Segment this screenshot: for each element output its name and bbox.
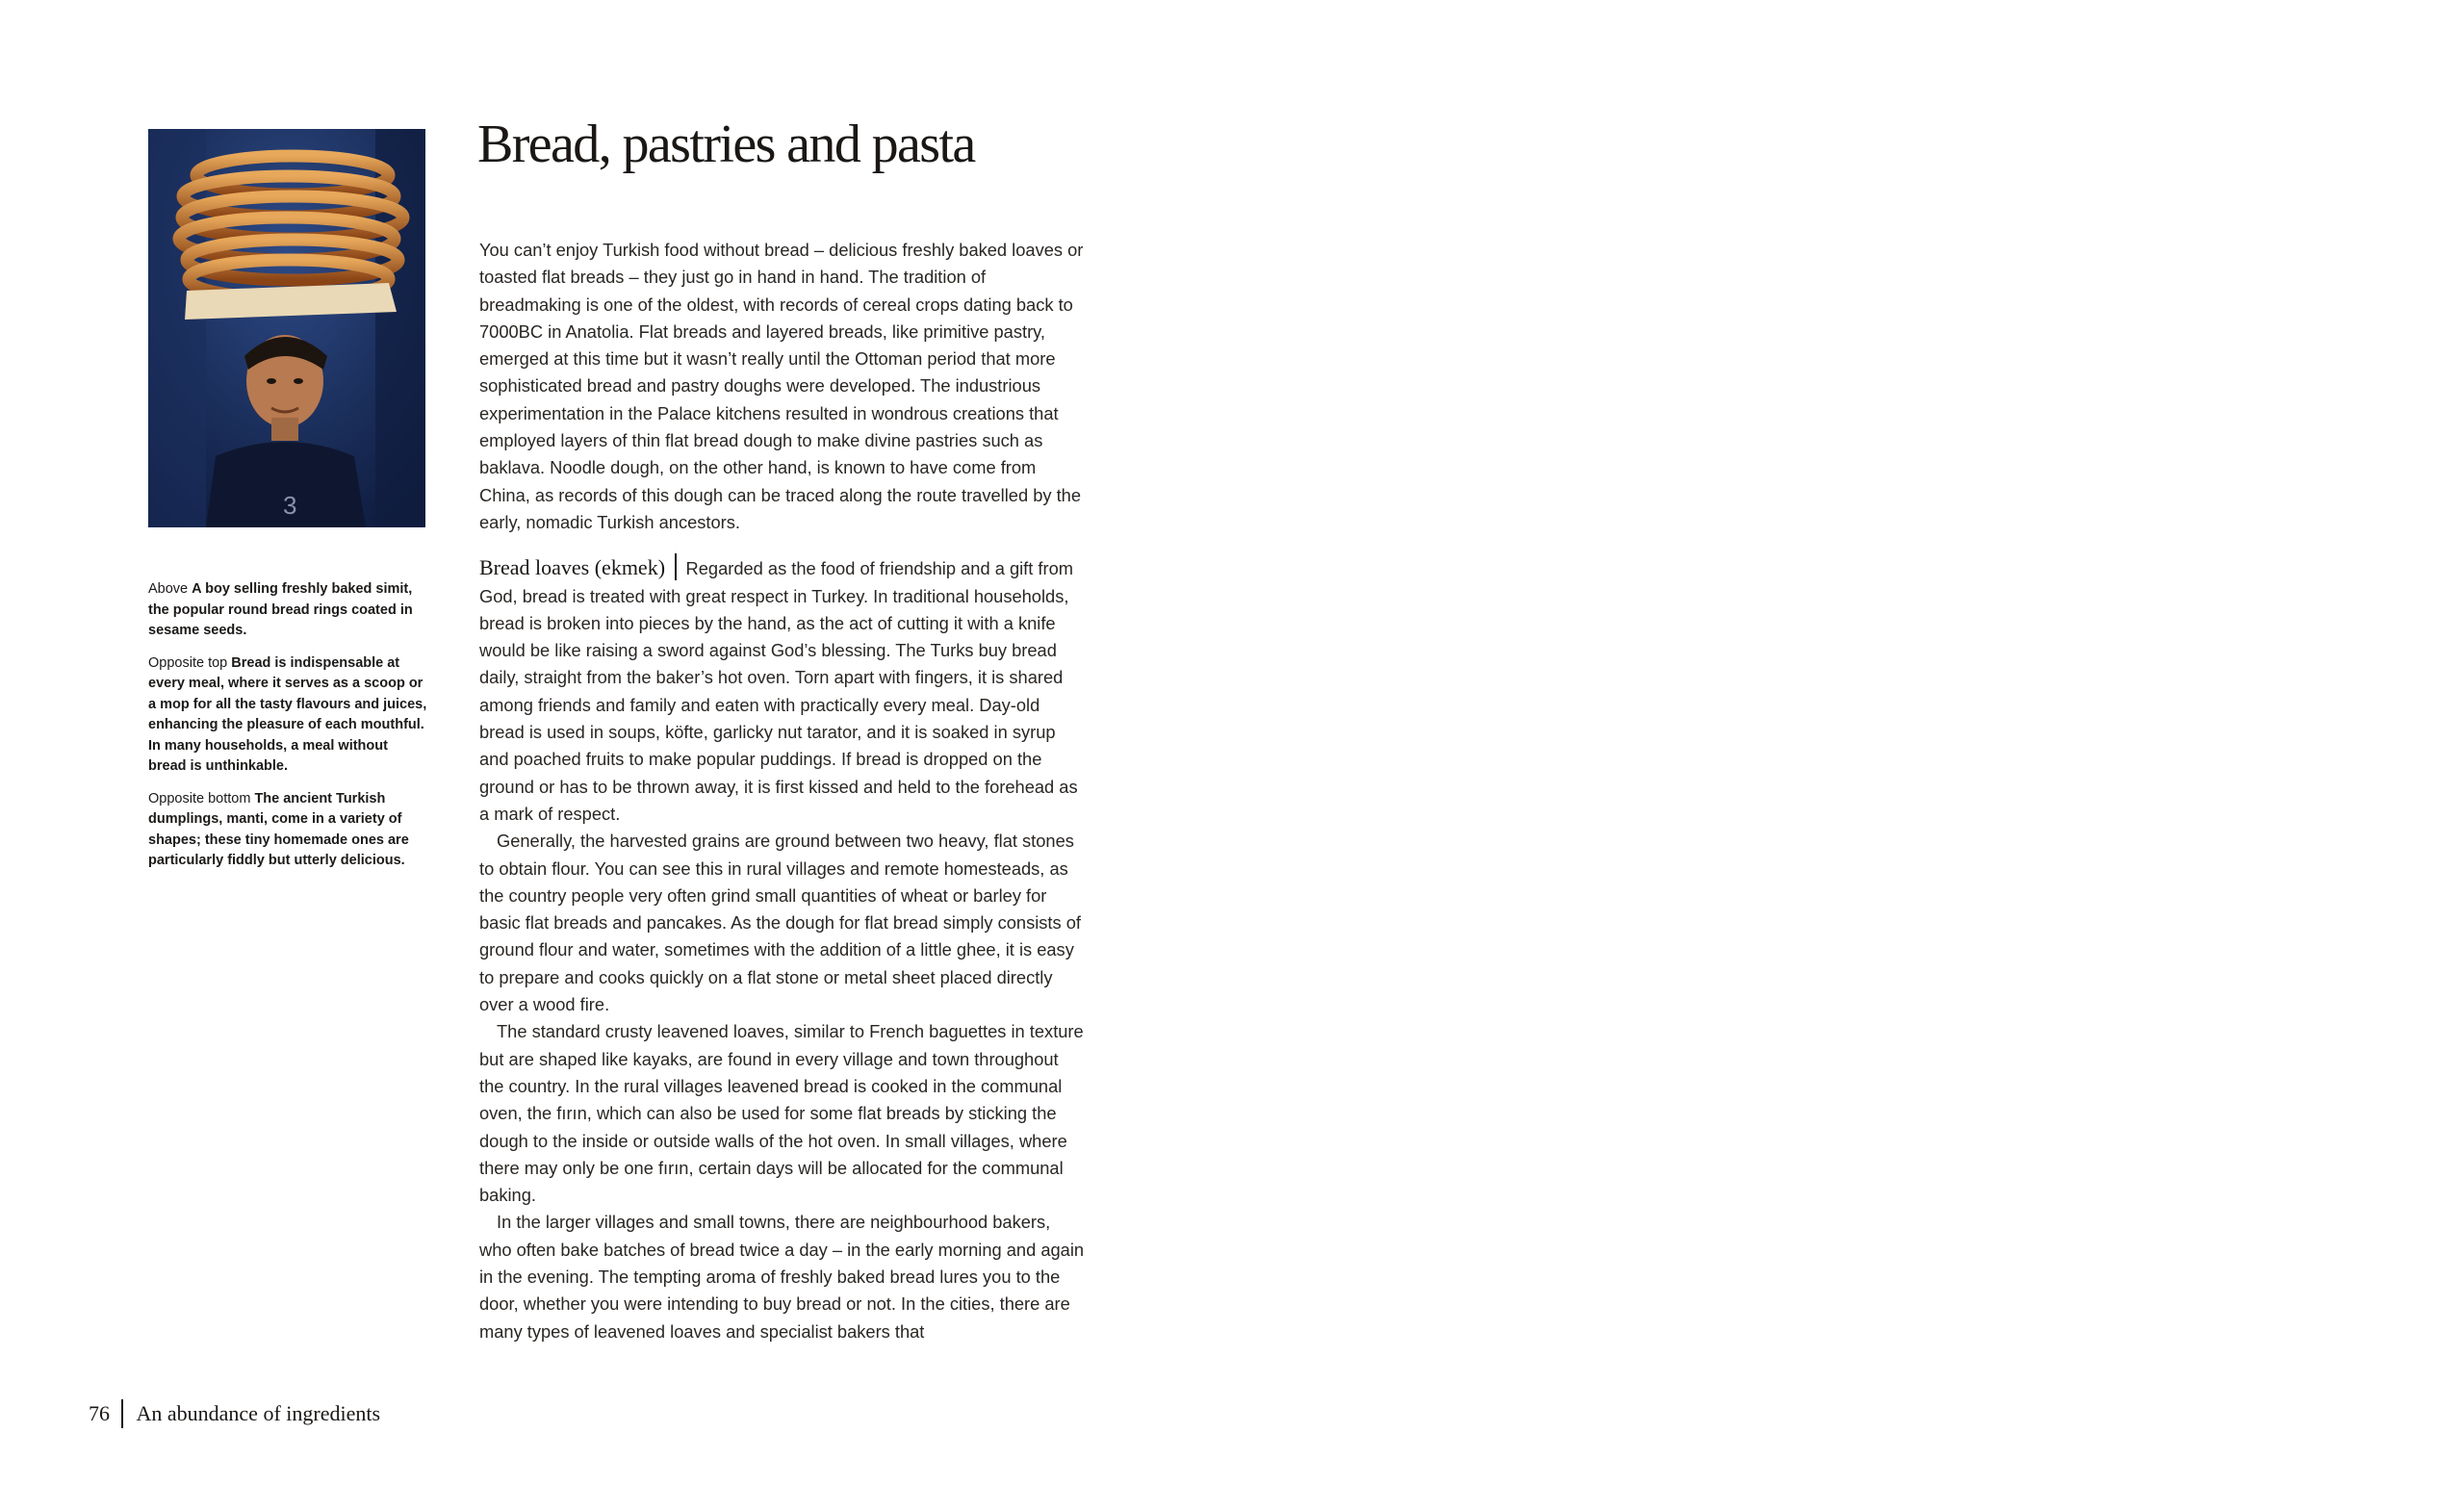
intro-paragraph: You can’t enjoy Turkish food without bread – delicious freshly baked loaves or toasted flat breads – they just go in hand in hand. The tradition of breadmaking is one of the oldest, with records of cereal crops dating back to 7000BC in Anatolia. Flat breads and layered breads, like primitive pastry, emerged at this time but it wasn’t really until the Ottoman period that more sophisticated bread and pastry doughs were developed. The industrious experimentation in the Palace kitchens resulted in wondrous creations that employed layers of thin flat bread dough to make divine pastries such as baklava. Noodle dough, on the other hand, is known to have come from China, as records of this dough can be traced along the route travelled by the early, nomadic Turkish ancestors. xyxy=(479,240,1084,532)
subhead-divider xyxy=(675,553,677,580)
captions xyxy=(148,579,427,883)
subhead: Bread loaves (ekmek) xyxy=(479,555,666,580)
caption-opposite-bottom: Opposite bottom The ancient Turkish dumplings, manti, come in a variety of shapes; these tiny homemade ones are particularly fiddly but utterly delicious. xyxy=(148,790,409,868)
page-title: Bread, pastries and pasta xyxy=(477,115,975,174)
body-text xyxy=(479,237,1086,1345)
footer-divider xyxy=(121,1399,123,1428)
page-number: 76 xyxy=(89,1401,110,1425)
page-footer xyxy=(89,1399,380,1428)
caption-opposite-top: Opposite top Bread is indispensable at every meal, where it serves as a scoop or a mop for all the tasty flavours and juices, enhancing the pleasure of each mouthful. In many households, a meal without bread is unthinkable. xyxy=(148,654,427,774)
paragraph-bread-loaves: Bread loaves (ekmek) Regarded as the food of friendship and a gift from God, bread is treated with great respect in Turkey. In traditional households, bread is broken into pieces by the hand, as the act of cutting it with a knife would be like raising a sword against God’s blessing. The Turks buy bread daily, straight from the baker’s hot oven. Torn apart with fingers, it is shared among friends and family and eaten with practically every meal. Day-old bread is used in soups, köfte, garlicky nut tarator, and it is soaked in syrup and poached fruits to make popular puddings. If bread is dropped on the ground or has to be thrown away, it is first kissed and held to the forehead as a mark of respect. xyxy=(479,555,1078,824)
paragraph-grains: Generally, the harvested grains are ground between two heavy, flat stones to obtain flour. You can see this in rural villages and remote homesteads, as the country people very often grind small quantities of wheat or barley for basic flat breads and pancakes. As the dough for flat bread simply consists of ground flour and water, sometimes with the addition of a little ghee, it is easy to prepare and cooks quickly on a flat stone or metal sheet placed directly over a wood fire. xyxy=(479,831,1081,1015)
paragraph-bakers: In the larger villages and small towns, there are neighbourhood bakers, who often bake batches of bread twice a day – in the early morning and again in the evening. The tempting aroma of freshly baked bread lures you to the door, whether you were intending to buy bread or not. In the cities, there are many types of leavened loaves and specialist bakers that xyxy=(479,1212,1085,1342)
section-title: An abundance of ingredients xyxy=(136,1401,381,1425)
svg-text:3: 3 xyxy=(283,491,297,520)
right-page xyxy=(1232,0,2464,1510)
paragraph-leavened: The standard crusty leavened loaves, similar to French baguettes in texture but are shaped like kayaks, are found in every village and town throughout the country. In the rural villages leavened bread is cooked in the communal oven, the fırın, which can also be used for some flat breads by sticking the dough to the inside or outside walls of the hot oven. In small villages, where there may only be one fırın, certain days will be allocated for the communal baking. xyxy=(479,1021,1084,1206)
simit-seller-photo xyxy=(148,129,425,527)
caption-above: Above A boy selling freshly baked simit, the popular round bread rings coated in sesame seeds. xyxy=(148,581,413,638)
